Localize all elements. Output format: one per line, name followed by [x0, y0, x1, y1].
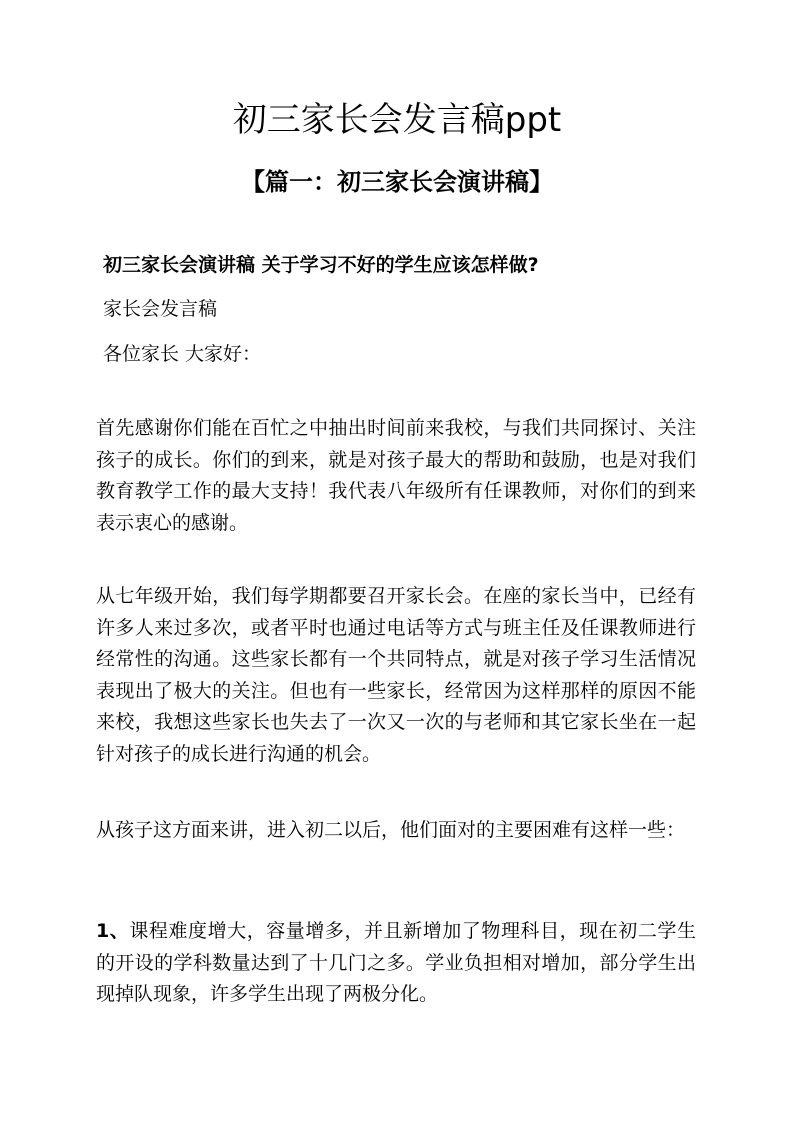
paragraph-meetings: 从七年级开始，我们每学期都要召开家长会。在座的家长当中，已经有许多人来过多次，或者平时也通过电话等方式与班主任及任课教师进行经常性的沟通。这些家长都有一个共同特点，就是对孩子学习生活情况表现出了极大的关注。但也有一些家长，经常因为这样那样的原因不能来校，我想这些家长也失去了一次又一次的与老师和其它家长坐在一起针对孩子的成长进行沟通的机会。 — [96, 585, 696, 765]
paragraph-thanks: 首先感谢你们能在百忙之中抽出时间前来我校，与我们共同探讨、关注孩子的成长。你们的到来，就是对孩子最大的帮助和鼓励，也是对我们教育教学工作的最大支持！我代表八年级所有任课教师，对你们的到来表示衷心的感谢。 — [96, 417, 696, 534]
document-subtitle: 【篇一：初三家长会演讲稿】 — [241, 168, 553, 196]
list-item-number: 1、 — [96, 920, 130, 942]
document-title: 初三家长会发言稿ppt — [232, 100, 562, 140]
list-item-text: 课程难度增大，容量增多，并且新增加了物理科目，现在初二学生的开设的学科数量达到了十几门之多。学业负担相对增加，部分学生出现掉队现象，许多学生出现了两极分化。 — [96, 920, 696, 1006]
greeting-line: 各位家长 大家好： — [103, 343, 262, 365]
question-line: 初三家长会演讲稿 关于学习不好的学生应该怎样做? — [103, 254, 539, 276]
paragraph-difficulties: 从孩子这方面来讲，进入初二以后，他们面对的主要困难有这样一些： — [96, 819, 686, 841]
list-item — [96, 916, 696, 1011]
speech-heading: 家长会发言稿 — [103, 298, 218, 320]
